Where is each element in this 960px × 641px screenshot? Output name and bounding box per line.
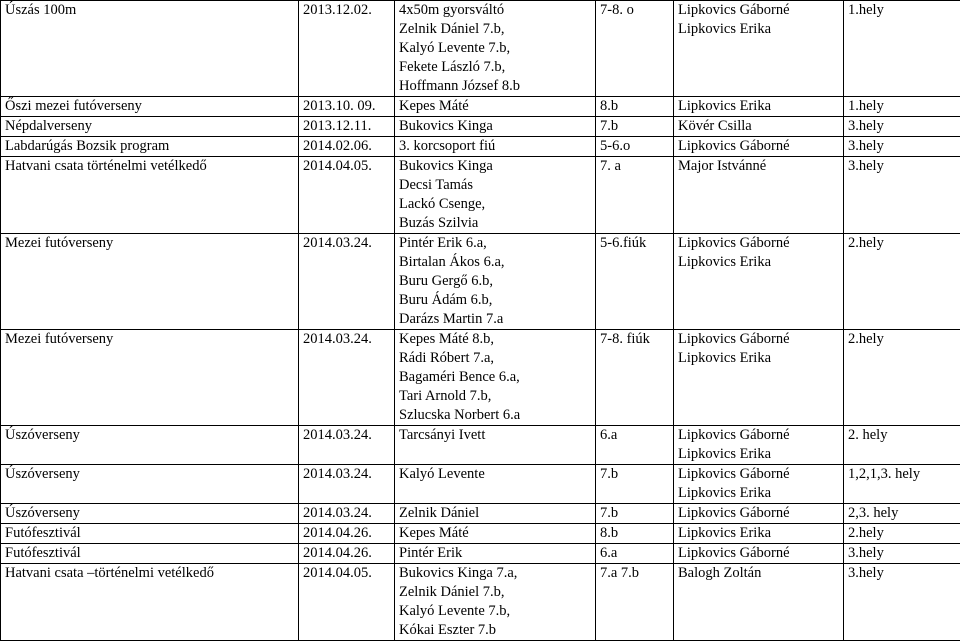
participant-name: Bukovics Kinga 7.a, (399, 564, 591, 583)
participant-name: Kepes Máté (399, 97, 591, 116)
place-cell (844, 465, 960, 504)
teacher-name: Lipkovics Erika (678, 20, 839, 39)
place-cell (844, 426, 960, 465)
participant-name: Buzás Szilvia (399, 214, 591, 233)
table-row (1, 465, 960, 504)
placement: 2.hely (848, 524, 956, 543)
event-date: 2014.03.24. (303, 330, 390, 349)
place-cell (844, 330, 960, 426)
event-cell (1, 97, 299, 117)
placement: 3.hely (848, 137, 956, 156)
participant-name: Rádi Róbert 7.a, (399, 349, 591, 368)
event-cell (1, 330, 299, 426)
event-date: 2013.10. 09. (303, 97, 390, 116)
participant-name: Zelnik Dániel 7.b, (399, 583, 591, 602)
date-cell (299, 234, 395, 330)
event-cell (1, 157, 299, 234)
date-cell (299, 97, 395, 117)
class-cell (596, 524, 674, 544)
teacher-name: Lipkovics Gáborné (678, 1, 839, 20)
participant-name: Pintér Erik (399, 544, 591, 563)
table-row (1, 137, 960, 157)
teacher-name: Lipkovics Erika (678, 524, 839, 543)
participant-name: Kalyó Levente 7.b, (399, 39, 591, 58)
participant-name: 4x50m gyorsváltó (399, 1, 591, 20)
teacher-name: Lipkovics Erika (678, 253, 839, 272)
class-cell (596, 465, 674, 504)
teacher-cell (674, 504, 844, 524)
table-row (1, 157, 960, 234)
participant-name: Hoffmann József 8.b (399, 77, 591, 96)
teacher-cell (674, 97, 844, 117)
participants-cell (395, 137, 596, 157)
event-name: Labdarúgás Bozsik program (5, 137, 294, 156)
class-cell (596, 137, 674, 157)
date-cell (299, 157, 395, 234)
event-name: Őszi mezei futóverseny (5, 97, 294, 116)
table-row (1, 97, 960, 117)
placement: 2,3. hely (848, 504, 956, 523)
teacher-name: Lipkovics Gáborné (678, 330, 839, 349)
participant-name: Bukovics Kinga (399, 157, 591, 176)
teacher-name: Lipkovics Gáborné (678, 426, 839, 445)
table-row (1, 426, 960, 465)
class-label: 6.a (600, 426, 669, 445)
event-date: 2014.04.26. (303, 544, 390, 563)
participants-cell (395, 504, 596, 524)
participants-cell (395, 544, 596, 564)
placement: 2.hely (848, 330, 956, 349)
teacher-name: Lipkovics Erika (678, 484, 839, 503)
class-cell (596, 544, 674, 564)
placement: 3.hely (848, 117, 956, 136)
class-cell (596, 504, 674, 524)
class-label: 6.a (600, 544, 669, 563)
participant-name: Kepes Máté (399, 524, 591, 543)
event-cell (1, 524, 299, 544)
placement: 3.hely (848, 544, 956, 563)
class-label: 8.b (600, 524, 669, 543)
placement: 3.hely (848, 157, 956, 176)
placement: 3.hely (848, 564, 956, 583)
teacher-cell (674, 524, 844, 544)
class-cell (596, 1, 674, 97)
class-label: 7.b (600, 465, 669, 484)
class-cell (596, 234, 674, 330)
participant-name: Zelnik Dániel 7.b, (399, 20, 591, 39)
table-row (1, 544, 960, 564)
placement: 1.hely (848, 1, 956, 20)
date-cell (299, 1, 395, 97)
participants-cell (395, 117, 596, 137)
teacher-name: Lipkovics Erika (678, 349, 839, 368)
participant-name: Bagaméri Bence 6.a, (399, 368, 591, 387)
placement: 2. hely (848, 426, 956, 445)
teacher-name: Lipkovics Gáborné (678, 234, 839, 253)
event-date: 2014.03.24. (303, 426, 390, 445)
placement: 2.hely (848, 234, 956, 253)
event-cell (1, 117, 299, 137)
date-cell (299, 426, 395, 465)
teacher-name: Lipkovics Gáborné (678, 544, 839, 563)
event-cell (1, 465, 299, 504)
place-cell (844, 504, 960, 524)
participant-name: Bukovics Kinga (399, 117, 591, 136)
teacher-cell (674, 1, 844, 97)
event-date: 2014.03.24. (303, 465, 390, 484)
class-label: 7. a (600, 157, 669, 176)
event-date: 2013.12.11. (303, 117, 390, 136)
teacher-cell (674, 426, 844, 465)
participant-name: Kalyó Levente 7.b, (399, 602, 591, 621)
table-row (1, 1, 960, 97)
event-name: Úszóverseny (5, 465, 294, 484)
participant-name: Szlucska Norbert 6.a (399, 406, 591, 425)
event-name: Mezei futóverseny (5, 330, 294, 349)
date-cell (299, 544, 395, 564)
event-date: 2014.04.05. (303, 157, 390, 176)
class-cell (596, 426, 674, 465)
place-cell (844, 544, 960, 564)
place-cell (844, 234, 960, 330)
participant-name: Kepes Máté 8.b, (399, 330, 591, 349)
participants-cell (395, 426, 596, 465)
participant-name: Birtalan Ákos 6.a, (399, 253, 591, 272)
event-cell (1, 137, 299, 157)
event-name: Hatvani csata –történelmi vetélkedő (5, 564, 294, 583)
date-cell (299, 504, 395, 524)
date-cell (299, 137, 395, 157)
class-cell (596, 97, 674, 117)
event-name: Népdalverseny (5, 117, 294, 136)
event-name: Úszás 100m (5, 1, 294, 20)
event-name: Futófesztivál (5, 544, 294, 563)
class-cell (596, 157, 674, 234)
event-date: 2014.04.26. (303, 524, 390, 543)
event-name: Hatvani csata történelmi vetélkedő (5, 157, 294, 176)
teacher-name: Major Istvánné (678, 157, 839, 176)
event-date: 2014.03.24. (303, 504, 390, 523)
participant-name: Tarcsányi Ivett (399, 426, 591, 445)
placement: 1,2,1,3. hely (848, 465, 956, 484)
class-label: 5-6.fiúk (600, 234, 669, 253)
teacher-name: Balogh Zoltán (678, 564, 839, 583)
participants-cell (395, 330, 596, 426)
teacher-name: Lipkovics Erika (678, 97, 839, 116)
teacher-cell (674, 465, 844, 504)
date-cell (299, 524, 395, 544)
event-cell (1, 1, 299, 97)
place-cell (844, 1, 960, 97)
participant-name: Kalyó Levente (399, 465, 591, 484)
teacher-cell (674, 330, 844, 426)
date-cell (299, 465, 395, 504)
participants-cell (395, 564, 596, 641)
event-date: 2013.12.02. (303, 1, 390, 20)
event-cell (1, 544, 299, 564)
participants-cell (395, 1, 596, 97)
table-row (1, 330, 960, 426)
placement: 1.hely (848, 97, 956, 116)
event-date: 2014.03.24. (303, 234, 390, 253)
participant-name: Zelnik Dániel (399, 504, 591, 523)
event-name: Úszóverseny (5, 504, 294, 523)
event-cell (1, 564, 299, 641)
participant-name: Tari Arnold 7.b, (399, 387, 591, 406)
class-label: 7.a 7.b (600, 564, 669, 583)
event-cell (1, 234, 299, 330)
class-cell (596, 564, 674, 641)
table-row (1, 524, 960, 544)
participant-name: Buru Gergő 6.b, (399, 272, 591, 291)
class-cell (596, 330, 674, 426)
teacher-name: Lipkovics Erika (678, 445, 839, 464)
participant-name: Decsi Tamás (399, 176, 591, 195)
event-date: 2014.04.05. (303, 564, 390, 583)
participant-name: Lackó Csenge, (399, 195, 591, 214)
participants-cell (395, 465, 596, 504)
place-cell (844, 97, 960, 117)
event-cell (1, 504, 299, 524)
teacher-cell (674, 234, 844, 330)
participant-name: Darázs Martin 7.a (399, 310, 591, 329)
event-name: Úszóverseny (5, 426, 294, 445)
participant-name: Fekete László 7.b, (399, 58, 591, 77)
event-date: 2014.02.06. (303, 137, 390, 156)
event-cell (1, 426, 299, 465)
teacher-cell (674, 544, 844, 564)
participants-cell (395, 234, 596, 330)
teacher-cell (674, 157, 844, 234)
class-label: 7.b (600, 504, 669, 523)
class-label: 7-8. fiúk (600, 330, 669, 349)
date-cell (299, 330, 395, 426)
participants-cell (395, 524, 596, 544)
date-cell (299, 564, 395, 641)
results-table-body (1, 1, 960, 641)
table-row (1, 504, 960, 524)
teacher-cell (674, 564, 844, 641)
class-cell (596, 117, 674, 137)
place-cell (844, 137, 960, 157)
class-label: 7-8. o (600, 1, 669, 20)
place-cell (844, 157, 960, 234)
teacher-name: Lipkovics Gáborné (678, 504, 839, 523)
teacher-name: Kövér Csilla (678, 117, 839, 136)
teacher-cell (674, 137, 844, 157)
date-cell (299, 117, 395, 137)
participant-name: Kókai Eszter 7.b (399, 621, 591, 640)
participants-cell (395, 97, 596, 117)
class-label: 7.b (600, 117, 669, 136)
place-cell (844, 524, 960, 544)
class-label: 5-6.o (600, 137, 669, 156)
table-row (1, 234, 960, 330)
class-label: 8.b (600, 97, 669, 116)
teacher-cell (674, 117, 844, 137)
place-cell (844, 117, 960, 137)
place-cell (844, 564, 960, 641)
participant-name: 3. korcsoport fiú (399, 137, 591, 156)
table-row (1, 564, 960, 641)
event-name: Mezei futóverseny (5, 234, 294, 253)
table-row (1, 117, 960, 137)
participant-name: Pintér Erik 6.a, (399, 234, 591, 253)
event-name: Futófesztivál (5, 524, 294, 543)
participant-name: Buru Ádám 6.b, (399, 291, 591, 310)
teacher-name: Lipkovics Gáborné (678, 465, 839, 484)
teacher-name: Lipkovics Gáborné (678, 137, 839, 156)
participants-cell (395, 157, 596, 234)
